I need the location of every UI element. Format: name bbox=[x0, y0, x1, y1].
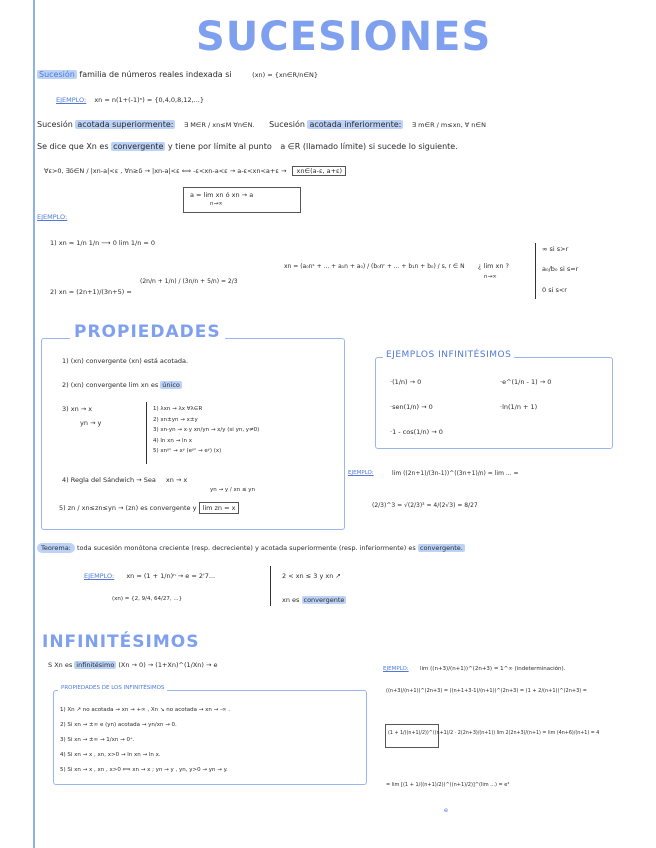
example-text: xn = n(1+(-1)ⁿ) = {0,4,0,8,12,...} bbox=[94, 96, 204, 104]
inf-example-f3: (1 + 1/((n+1)/2))^((n+1)/2 · 2(2n+3)/(n+1)) lim 2(2n+3)/(n+1) = lim (4n+6)/(n+1) = 4 bbox=[388, 731, 600, 736]
convergence-definition bbox=[37, 142, 458, 151]
inf-example-2: ·e^(1/n - 1) → 0 bbox=[500, 378, 552, 386]
inf-def-b: (Xn → 0) → (1+Xn)^(1/Xn) → e bbox=[118, 661, 218, 669]
conv-box: xn∈(a-ε, a+ε) bbox=[292, 166, 346, 176]
conv-formula: ∀ε>0, ∃δ∈N / |xn-a|<ε , ∀n≥δ → |xn-a|<ε ⟺ -ε<xn-a<ε → a-ε<xn<a+ε → bbox=[44, 167, 287, 175]
case-2: a₀/b₀ si s=r bbox=[542, 265, 579, 273]
teorema-label: Teorema: bbox=[37, 543, 75, 553]
cases-brace bbox=[535, 243, 538, 299]
example-2a: 2) xn = (2n+1)/(3n+5) = bbox=[50, 288, 132, 296]
prop-5-text: 5) zn / xn≤zn≤yn → (zn) es convergente y bbox=[59, 504, 197, 512]
conv-highlight: convergente bbox=[113, 142, 164, 151]
case-1: ∞ si s>r bbox=[542, 245, 569, 253]
inf-def-a: S Xn es bbox=[48, 661, 73, 669]
teorema-result-2 bbox=[282, 596, 346, 604]
inf-example-e: e bbox=[444, 806, 448, 814]
propiedades-title: PROPIEDADES bbox=[70, 322, 225, 342]
example-1: 1) xn = 1/n 1/n ⟶ 0 lim 1/n = 0 bbox=[50, 239, 156, 247]
ej-box-result: (2/3)^3 = √(2/3)³ = 4/(2√3) = 8/27 bbox=[372, 502, 478, 509]
inf-example-1: ·(1/n) → 0 bbox=[390, 378, 422, 386]
prop-1: 1) (xn) convergente (xn) está acotada. bbox=[62, 357, 189, 365]
example-3-question: ¿ lim xn ? bbox=[478, 262, 510, 270]
teorema-example-seq: (xn) = {2, 9/4, 64/27, ...} bbox=[112, 596, 183, 602]
ej-box-formula: lim ((2n+1)/(3n-1))^((3n+1)/n) = lim ... = bbox=[392, 470, 519, 477]
inf-example-f2: ((n+3)/(n+1))^(2n+3) = ((n+1+3-1)/(n+1))^(2n+3) = (1 + 2/(n+1))^(2n+3) = bbox=[386, 688, 587, 694]
prop-5-box: lim zn = x bbox=[199, 502, 240, 514]
prop-3a: 3) xn → x bbox=[62, 405, 93, 413]
example-2b: (2n/n + 1/n) / (3n/n + 5/n) = 2/3 bbox=[140, 278, 238, 285]
limit-box bbox=[183, 187, 301, 213]
prop-4c: yn → y / xn ≤ yn bbox=[210, 487, 256, 493]
bounded-inf-formula: ∃ m∈R / m≤xn, ∀ n∈N bbox=[411, 121, 486, 129]
teorema-result-2-text: xn es bbox=[282, 596, 300, 604]
example-3-sub: n→∞ bbox=[484, 274, 497, 280]
prop-4-b: xn → x bbox=[165, 476, 188, 484]
teorema-example bbox=[84, 572, 215, 580]
teorema-result-2-highlight: convergente bbox=[303, 596, 345, 604]
bounded-sup-label: Sucesión bbox=[37, 120, 73, 129]
props-infinitesimos-title: PROPIEDADES DE LOS INFINITÉSIMOS bbox=[58, 685, 167, 691]
bounded-inf-highlight: acotada inferiormente: bbox=[309, 120, 402, 129]
prop-3-item: 4) ln xn → ln x bbox=[153, 437, 193, 444]
inf-prop: 5) Si xn → x , xn , x>0 ⟺ xn → x ; yn → y , yn, y>0 → yn → y. bbox=[60, 767, 228, 773]
example-3: xn = (a₀nˢ + ... + a₁n + a₀) / (b₀nʳ + ... + b₁n + b₀) / s, r ∈ N bbox=[284, 263, 465, 270]
bounded-inf-label: Sucesión bbox=[269, 120, 305, 129]
bounded-sup-formula: ∃ M∈R / xn≤M ∀n∈N. bbox=[184, 121, 255, 129]
infinitesimos-title: INFINITÉSIMOS bbox=[42, 632, 200, 652]
prop-2-text: 2) (xn) convergente lim xn es bbox=[62, 381, 159, 389]
teorema-brace bbox=[270, 566, 272, 606]
inf-example-box bbox=[385, 724, 439, 748]
teorema-text: toda sucesión monótona creciente (resp. decreciente) y acotada superiormente (resp. inferiormente) es bbox=[76, 544, 416, 552]
infinitesimos-definition bbox=[48, 661, 218, 669]
inf-def-highlight: infinitésimo bbox=[76, 661, 115, 669]
bounded-sup-highlight: acotada superiormente: bbox=[77, 120, 174, 129]
prop-3-item: 3) xn·yn → x·y xn/yn → x/y (si yn, y≠0) bbox=[153, 427, 260, 433]
prop-5 bbox=[59, 502, 239, 514]
prop-3-item: 1) λxn → λx ∀λ∈R bbox=[153, 406, 203, 412]
prop-3-brace bbox=[146, 402, 148, 464]
prop-4 bbox=[62, 476, 187, 484]
inf-prop: 4) Si xn → x , xn, x>0 → ln xn → ln x. bbox=[60, 752, 161, 758]
teorema-example-formula: xn = (1 + 1/n)ⁿ → e = 2'7... bbox=[126, 572, 216, 580]
intro-example bbox=[56, 96, 204, 104]
prop-2 bbox=[62, 381, 182, 389]
teorema-result-1: 2 < xn ≤ 3 y xn ↗ bbox=[282, 572, 341, 580]
def-text: familia de números reales indexada si bbox=[79, 70, 232, 79]
teorema-tail: convergente. bbox=[419, 544, 463, 552]
conv-text-c: a ∈R (llamado límite) si sucede lo siguiente. bbox=[280, 142, 458, 151]
case-3: 0 si s<r bbox=[542, 286, 567, 294]
inf-prop: 3) Si xn → ±∞ → 1/xn → 0⁺. bbox=[60, 737, 135, 743]
ejemplos-infinitesimos-title: EJEMPLOS INFINITÉSIMOS bbox=[383, 350, 514, 360]
teorema-example-label: EJEMPLO: bbox=[84, 572, 115, 580]
example-label: EJEMPLO: bbox=[56, 96, 87, 104]
prop-3-item: 2) xn±yn → x±y bbox=[153, 416, 198, 423]
prop-2-highlight: único bbox=[162, 381, 180, 389]
conv-text-a: Se dice que Xn es bbox=[37, 142, 109, 151]
sucesion-definition bbox=[37, 70, 318, 79]
examples-label: EJEMPLO: bbox=[37, 213, 68, 221]
prop-3-items bbox=[153, 404, 259, 457]
prop-3-item: 5) xnʸⁿ → xʸ (eʸⁿ → eʸ) (x) bbox=[153, 448, 222, 454]
def-formula: (xn) = {xn∈R/n∈N} bbox=[252, 71, 319, 79]
def-label: Sucesión bbox=[39, 70, 75, 79]
inf-example-f1: lim ((n+3)/(n+1))^(2n+3) = 1^∞ (indeterminación). bbox=[420, 666, 566, 672]
limit-box-sub: n→∞ bbox=[210, 201, 223, 207]
ej-box-label: EJEMPLO: bbox=[348, 470, 374, 476]
inf-prop: 1) Xn ↗ no acotada → xn → +∞ , Xn ↘ no acotada → xn → -∞ . bbox=[60, 707, 231, 713]
prop-3b: yn → y bbox=[80, 419, 102, 427]
bounded-line bbox=[37, 120, 486, 129]
prop-4-text: 4) Regla del Sándwich → Sea bbox=[62, 476, 156, 484]
convergence-formula bbox=[44, 166, 346, 176]
limit-box-formula: a = lim xn ó xn → a bbox=[190, 191, 254, 199]
inf-prop: 2) Si xn → ±∞ e (yn) acotada → yn/xn → 0. bbox=[60, 722, 177, 728]
teorema-line bbox=[37, 544, 465, 552]
conv-text-b: y tiene por límite al punto bbox=[167, 142, 272, 151]
inf-example-3: ·sen(1/n) → 0 bbox=[390, 403, 433, 411]
inf-example-4: ·ln(1/n + 1) bbox=[500, 403, 538, 411]
props-infinitesimos-list bbox=[60, 703, 230, 778]
margin-line bbox=[33, 0, 35, 848]
inf-example-f4: = lim [(1 + 1/((n+1)/2))^((n+1)/2)]^(lim ...) = e⁴ bbox=[386, 782, 510, 788]
inf-example-label: EJEMPLO: bbox=[383, 666, 409, 672]
page-title: SUCESIONES bbox=[196, 14, 492, 60]
inf-example-5: ·1 - cos(1/n) → 0 bbox=[390, 428, 443, 436]
